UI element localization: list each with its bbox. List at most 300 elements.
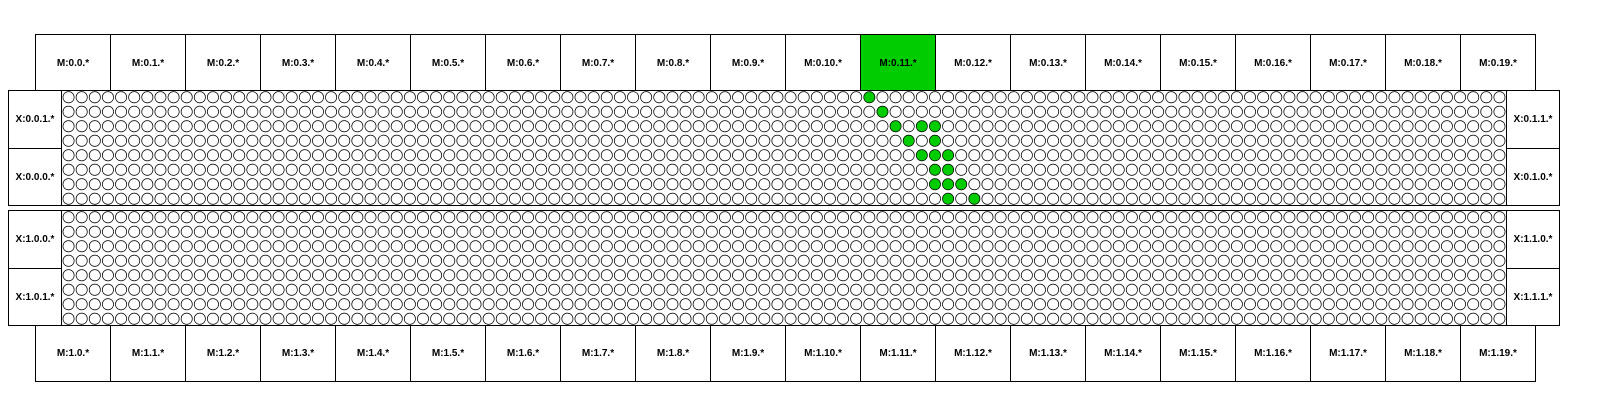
node — [1284, 212, 1295, 223]
node — [1008, 313, 1019, 324]
node — [956, 121, 967, 132]
node — [772, 106, 783, 117]
node — [1048, 299, 1059, 310]
bottom-module-box[interactable]: M:1.14.* — [1085, 324, 1161, 382]
node — [142, 92, 153, 103]
node — [1034, 255, 1045, 266]
node — [378, 313, 389, 324]
node — [260, 179, 271, 190]
node — [1441, 179, 1452, 190]
node — [549, 92, 560, 103]
node — [496, 226, 507, 237]
node — [614, 193, 625, 204]
node — [1494, 179, 1505, 190]
node — [601, 255, 612, 266]
node — [1126, 193, 1137, 204]
node — [1139, 106, 1150, 117]
node — [680, 193, 691, 204]
top-module-box[interactable]: M:0.0.* — [35, 34, 111, 92]
node — [155, 212, 166, 223]
node — [1205, 313, 1216, 324]
node — [1021, 284, 1032, 295]
node — [76, 150, 87, 161]
node — [995, 212, 1006, 223]
node — [1441, 313, 1452, 324]
node — [1074, 270, 1085, 281]
node — [1481, 135, 1492, 146]
node — [837, 212, 848, 223]
top-module-box[interactable]: M:0.14.* — [1085, 34, 1161, 92]
node — [1244, 255, 1255, 266]
node — [1139, 193, 1150, 204]
node — [824, 92, 835, 103]
node — [522, 212, 533, 223]
node — [1415, 255, 1426, 266]
bottom-module-box[interactable]: M:1.12.* — [935, 324, 1011, 382]
node — [562, 135, 573, 146]
bottom-module-box[interactable]: M:1.11.* — [860, 324, 936, 382]
right-port-label[interactable]: X:0.1.0.* — [1506, 148, 1560, 206]
node — [1441, 270, 1452, 281]
node — [654, 284, 665, 295]
right-port-label[interactable]: X:0.1.1.* — [1506, 90, 1560, 149]
node — [877, 121, 888, 132]
node — [102, 164, 113, 175]
node — [417, 92, 428, 103]
top-module-box[interactable]: M:0.18.* — [1385, 34, 1461, 92]
node — [181, 241, 192, 252]
node — [326, 164, 337, 175]
node — [1244, 179, 1255, 190]
node — [759, 106, 770, 117]
node — [837, 106, 848, 117]
node — [181, 255, 192, 266]
node — [404, 299, 415, 310]
node — [719, 284, 730, 295]
node — [1100, 241, 1111, 252]
node — [339, 121, 350, 132]
node — [549, 226, 560, 237]
node — [549, 121, 560, 132]
node — [1153, 121, 1164, 132]
right-port-label[interactable]: X:1.1.1.* — [1506, 268, 1560, 326]
top-module-box[interactable]: M:0.16.* — [1235, 34, 1311, 92]
node — [168, 150, 179, 161]
node — [772, 135, 783, 146]
node — [824, 179, 835, 190]
node — [181, 226, 192, 237]
node — [1389, 313, 1400, 324]
node — [522, 193, 533, 204]
node — [444, 226, 455, 237]
node — [1481, 241, 1492, 252]
node — [312, 106, 323, 117]
node — [1087, 284, 1098, 295]
top-module-box[interactable]: M:0.1.* — [110, 34, 186, 92]
node — [365, 179, 376, 190]
node — [1258, 121, 1269, 132]
bottom-module-box[interactable]: M:1.19.* — [1460, 324, 1536, 382]
top-module-box[interactable]: M:0.9.* — [710, 34, 786, 92]
bottom-module-box[interactable]: M:1.5.* — [410, 324, 486, 382]
node — [299, 193, 310, 204]
node — [1415, 121, 1426, 132]
node — [1244, 121, 1255, 132]
node — [522, 179, 533, 190]
node — [706, 135, 717, 146]
node — [1048, 193, 1059, 204]
node — [719, 164, 730, 175]
node — [1402, 179, 1413, 190]
node — [286, 270, 297, 281]
node — [444, 241, 455, 252]
node — [1179, 179, 1190, 190]
node — [115, 270, 126, 281]
bottom-module-box[interactable]: M:1.9.* — [710, 324, 786, 382]
node — [378, 135, 389, 146]
node — [129, 241, 140, 252]
node — [772, 255, 783, 266]
node — [890, 135, 901, 146]
node — [1271, 193, 1282, 204]
node — [1166, 212, 1177, 223]
node — [995, 179, 1006, 190]
node — [614, 226, 625, 237]
node — [601, 121, 612, 132]
node — [641, 270, 652, 281]
bottom-module-box[interactable]: M:1.2.* — [185, 324, 261, 382]
node — [1441, 241, 1452, 252]
active-node — [942, 179, 953, 190]
bottom-module-box[interactable]: M:1.7.* — [560, 324, 636, 382]
node — [181, 92, 192, 103]
node — [1205, 106, 1216, 117]
node — [1061, 92, 1072, 103]
node — [1428, 164, 1439, 175]
node — [1179, 313, 1190, 324]
node — [339, 212, 350, 223]
node — [811, 135, 822, 146]
node — [431, 193, 442, 204]
node — [1100, 299, 1111, 310]
node — [693, 135, 704, 146]
node — [627, 150, 638, 161]
node — [601, 135, 612, 146]
node — [1376, 241, 1387, 252]
node — [798, 164, 809, 175]
node — [1087, 92, 1098, 103]
node — [1363, 226, 1374, 237]
node — [601, 270, 612, 281]
node — [601, 241, 612, 252]
node — [194, 313, 205, 324]
node — [824, 241, 835, 252]
bottom-module-box[interactable]: M:1.3.* — [260, 324, 336, 382]
node — [1218, 92, 1229, 103]
node — [969, 270, 980, 281]
node — [575, 179, 586, 190]
node — [1271, 255, 1282, 266]
node — [431, 226, 442, 237]
bottom-module-box[interactable]: M:1.15.* — [1160, 324, 1236, 382]
node — [1244, 241, 1255, 252]
bottom-module-box[interactable]: M:1.16.* — [1235, 324, 1311, 382]
node — [496, 92, 507, 103]
node — [129, 299, 140, 310]
node — [168, 299, 179, 310]
node — [299, 150, 310, 161]
node — [1231, 212, 1242, 223]
node — [509, 270, 520, 281]
node — [1205, 92, 1216, 103]
node — [194, 121, 205, 132]
active-node — [877, 106, 888, 117]
node — [1205, 284, 1216, 295]
top-module-box[interactable]: M:0.2.* — [185, 34, 261, 92]
top-module-box[interactable]: M:0.4.* — [335, 34, 411, 92]
node — [759, 164, 770, 175]
node — [207, 135, 218, 146]
node — [641, 212, 652, 223]
node — [312, 179, 323, 190]
node — [890, 255, 901, 266]
node — [1376, 121, 1387, 132]
node — [142, 106, 153, 117]
node — [76, 313, 87, 324]
top-module-box[interactable]: M:0.19.* — [1460, 34, 1536, 92]
top-module-box[interactable]: M:0.13.* — [1010, 34, 1086, 92]
node — [1074, 92, 1085, 103]
node — [995, 135, 1006, 146]
node — [299, 226, 310, 237]
node — [391, 92, 402, 103]
node — [995, 193, 1006, 204]
node — [667, 106, 678, 117]
node — [732, 193, 743, 204]
node — [234, 179, 245, 190]
node — [562, 212, 573, 223]
node — [1323, 121, 1334, 132]
node — [1244, 193, 1255, 204]
node — [1428, 193, 1439, 204]
node — [155, 241, 166, 252]
top-module-box[interactable]: M:0.3.* — [260, 34, 336, 92]
node — [444, 284, 455, 295]
node — [1126, 164, 1137, 175]
node — [142, 255, 153, 266]
node — [1389, 270, 1400, 281]
node — [312, 241, 323, 252]
node — [667, 212, 678, 223]
node — [234, 193, 245, 204]
node — [601, 193, 612, 204]
node — [732, 255, 743, 266]
node — [575, 164, 586, 175]
node — [746, 226, 757, 237]
node — [641, 92, 652, 103]
node — [470, 193, 481, 204]
node — [483, 135, 494, 146]
top-module-box[interactable]: M:0.17.* — [1310, 34, 1386, 92]
node — [982, 241, 993, 252]
node — [142, 284, 153, 295]
node — [1192, 284, 1203, 295]
node — [1218, 121, 1229, 132]
node — [273, 255, 284, 266]
node — [1061, 179, 1072, 190]
left-port-label[interactable]: X:1.0.0.* — [8, 210, 62, 269]
node — [759, 241, 770, 252]
node — [102, 212, 113, 223]
node — [1008, 226, 1019, 237]
bottom-module-box[interactable]: M:1.8.* — [635, 324, 711, 382]
bottom-module-box[interactable]: M:1.4.* — [335, 324, 411, 382]
node — [1205, 193, 1216, 204]
node — [1284, 121, 1295, 132]
node — [1179, 212, 1190, 223]
node — [995, 284, 1006, 295]
bottom-module-box[interactable]: M:1.6.* — [485, 324, 561, 382]
node — [470, 313, 481, 324]
node — [1323, 92, 1334, 103]
node — [719, 135, 730, 146]
right-port-label[interactable]: X:1.1.0.* — [1506, 210, 1560, 269]
node — [1048, 164, 1059, 175]
node — [326, 226, 337, 237]
node — [155, 255, 166, 266]
node — [247, 92, 258, 103]
node — [601, 212, 612, 223]
node — [247, 135, 258, 146]
node — [168, 92, 179, 103]
node — [1192, 135, 1203, 146]
top-module-box[interactable]: M:0.15.* — [1160, 34, 1236, 92]
node — [732, 270, 743, 281]
node — [142, 270, 153, 281]
node — [588, 150, 599, 161]
node — [549, 270, 560, 281]
node — [509, 299, 520, 310]
node — [641, 150, 652, 161]
node — [851, 255, 862, 266]
node — [470, 150, 481, 161]
node — [339, 135, 350, 146]
bottom-module-box[interactable]: M:1.17.* — [1310, 324, 1386, 382]
node — [1389, 226, 1400, 237]
bottom-module-box[interactable]: M:1.1.* — [110, 324, 186, 382]
active-node — [929, 150, 940, 161]
node — [1415, 135, 1426, 146]
top-module-box[interactable]: M:0.5.* — [410, 34, 486, 92]
left-port-label[interactable]: X:0.0.1.* — [8, 90, 62, 149]
top-module-box[interactable]: M:0.6.* — [485, 34, 561, 92]
top-module-box[interactable]: M:0.11.* — [860, 34, 936, 92]
node — [89, 241, 100, 252]
node — [207, 270, 218, 281]
node — [220, 121, 231, 132]
node — [63, 150, 74, 161]
node — [1074, 193, 1085, 204]
node — [1494, 313, 1505, 324]
node — [391, 241, 402, 252]
node — [667, 226, 678, 237]
node — [286, 226, 297, 237]
node — [339, 106, 350, 117]
node — [273, 135, 284, 146]
node — [483, 164, 494, 175]
top-module-box[interactable]: M:0.12.* — [935, 34, 1011, 92]
node — [667, 313, 678, 324]
node — [352, 150, 363, 161]
node — [76, 135, 87, 146]
top-module-box[interactable]: M:0.7.* — [560, 34, 636, 92]
node — [1100, 121, 1111, 132]
node — [969, 92, 980, 103]
bottom-module-box[interactable]: M:1.10.* — [785, 324, 861, 382]
node — [732, 135, 743, 146]
node — [483, 255, 494, 266]
node — [1258, 299, 1269, 310]
node — [1284, 270, 1295, 281]
left-port-label[interactable]: X:0.0.0.* — [8, 148, 62, 206]
node — [1034, 164, 1045, 175]
node — [483, 92, 494, 103]
top-module-box[interactable]: M:0.10.* — [785, 34, 861, 92]
node — [929, 212, 940, 223]
node — [903, 255, 914, 266]
node — [273, 299, 284, 310]
node — [536, 179, 547, 190]
node — [575, 150, 586, 161]
node — [851, 193, 862, 204]
node — [667, 121, 678, 132]
node — [444, 164, 455, 175]
bottom-module-box[interactable]: M:1.13.* — [1010, 324, 1086, 382]
node — [365, 106, 376, 117]
node — [234, 92, 245, 103]
node — [614, 164, 625, 175]
node — [1087, 179, 1098, 190]
node — [627, 270, 638, 281]
node — [837, 92, 848, 103]
node — [759, 284, 770, 295]
node — [1336, 150, 1347, 161]
node — [509, 241, 520, 252]
node — [864, 164, 875, 175]
node — [864, 299, 875, 310]
node — [1113, 121, 1124, 132]
node — [102, 106, 113, 117]
node — [824, 226, 835, 237]
bottom-module-box[interactable]: M:1.18.* — [1385, 324, 1461, 382]
node — [1021, 241, 1032, 252]
left-port-label[interactable]: X:1.0.1.* — [8, 268, 62, 326]
node — [1034, 193, 1045, 204]
node — [877, 92, 888, 103]
bottom-module-box[interactable]: M:1.0.* — [35, 324, 111, 382]
node — [929, 92, 940, 103]
top-module-box[interactable]: M:0.8.* — [635, 34, 711, 92]
node — [129, 226, 140, 237]
node — [1153, 212, 1164, 223]
node — [562, 299, 573, 310]
node — [168, 193, 179, 204]
node — [641, 179, 652, 190]
node — [746, 313, 757, 324]
node — [1349, 150, 1360, 161]
node — [1231, 135, 1242, 146]
node — [1048, 135, 1059, 146]
